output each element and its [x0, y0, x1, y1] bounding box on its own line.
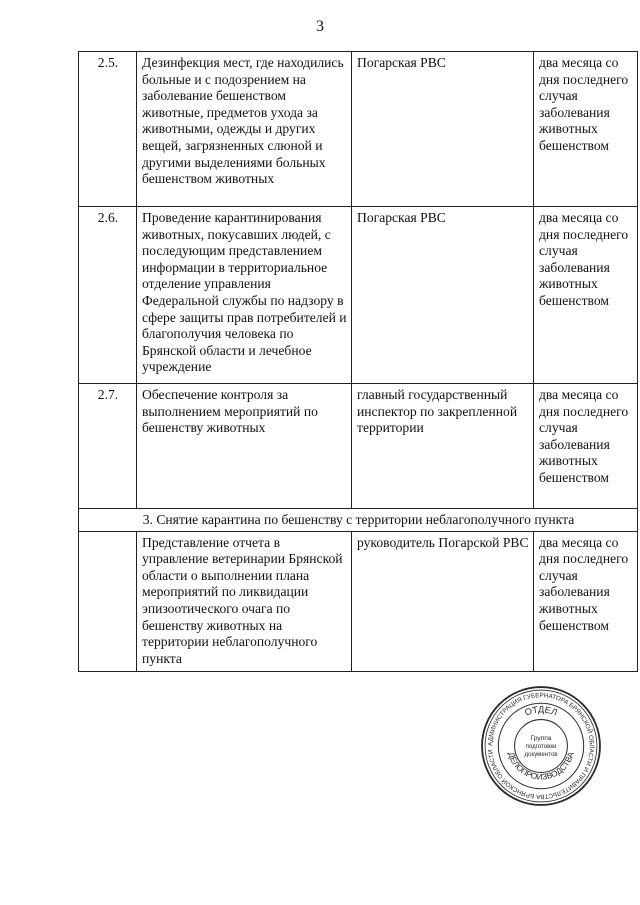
measure-description: Дезинфекция мест, где находились больные и с подозрением на заболевание бешенством животные, предметов ухода за животными, одежды и других вещей, загрязненных слюной и другими выделениями больных бешенством животных: [137, 52, 352, 207]
official-stamp: [480, 685, 602, 807]
stamp-inner-ring-text: ДЕЛОПРОИЗВОДСТВА: [506, 750, 576, 782]
deadline: два месяца со дня последнего случая заболевания животных бешенством: [534, 52, 638, 207]
responsible-party: Погарская РВС: [352, 52, 534, 207]
row-number: [79, 531, 137, 671]
responsible-party: Погарская РВС: [352, 207, 534, 384]
measure-description: Проведение карантинирования животных, покусавших людей, с последующим представлением информации в территориальное отделение управления Федеральной службы по надзору в сфере защиты прав потребителей и благополучия человека по Брянской области и лечебное учреждение: [137, 207, 352, 384]
row-number: 2.7.: [79, 384, 137, 509]
row-number: 2.6.: [79, 207, 137, 384]
stamp-center-line-2: подготовки: [525, 743, 557, 751]
table-row: [79, 207, 638, 384]
table-row: [79, 531, 638, 671]
responsible-party: руководитель Погарской РВС: [352, 531, 534, 671]
stamp-center-line-3: документов: [524, 751, 558, 759]
stamp-outer-text: АДМИНИСТРАЦИЯ ГУБЕРНАТОРА БРЯНСКОЙ ОБЛАСТИ И ПРАВИТЕЛЬСТВА БРЯНСКОЙ ОБЛАСТИ: [487, 692, 595, 800]
page-number: 3: [316, 18, 324, 35]
measure-description: Обеспечение контроля за выполнением мероприятий по бешенству животных: [137, 384, 352, 509]
table-row: [79, 384, 638, 509]
measures-table: [78, 51, 638, 672]
stamp-center-line-1: Группа: [530, 734, 552, 742]
responsible-party: главный государственный инспектор по закрепленной территории: [352, 384, 534, 509]
deadline: два месяца со дня последнего случая заболевания животных бешенством: [534, 531, 638, 671]
row-number: 2.5.: [79, 52, 137, 207]
deadline: два месяца со дня последнего случая заболевания животных бешенством: [534, 207, 638, 384]
deadline: два месяца со дня последнего случая заболевания животных бешенством: [534, 384, 638, 509]
stamp-top-word: ОТДЕЛ: [523, 704, 559, 718]
section-title: 3. Снятие карантина по бешенству с территории неблагополучного пункта: [79, 509, 638, 532]
table-row: [79, 52, 638, 207]
measure-description: Представление отчета в управление ветеринарии Брянской области о выполнении плана мероприятий по ликвидации эпизоотического очага по бешенству животных на территории неблагополучного пункта: [137, 531, 352, 671]
section-header-row: [79, 509, 638, 532]
